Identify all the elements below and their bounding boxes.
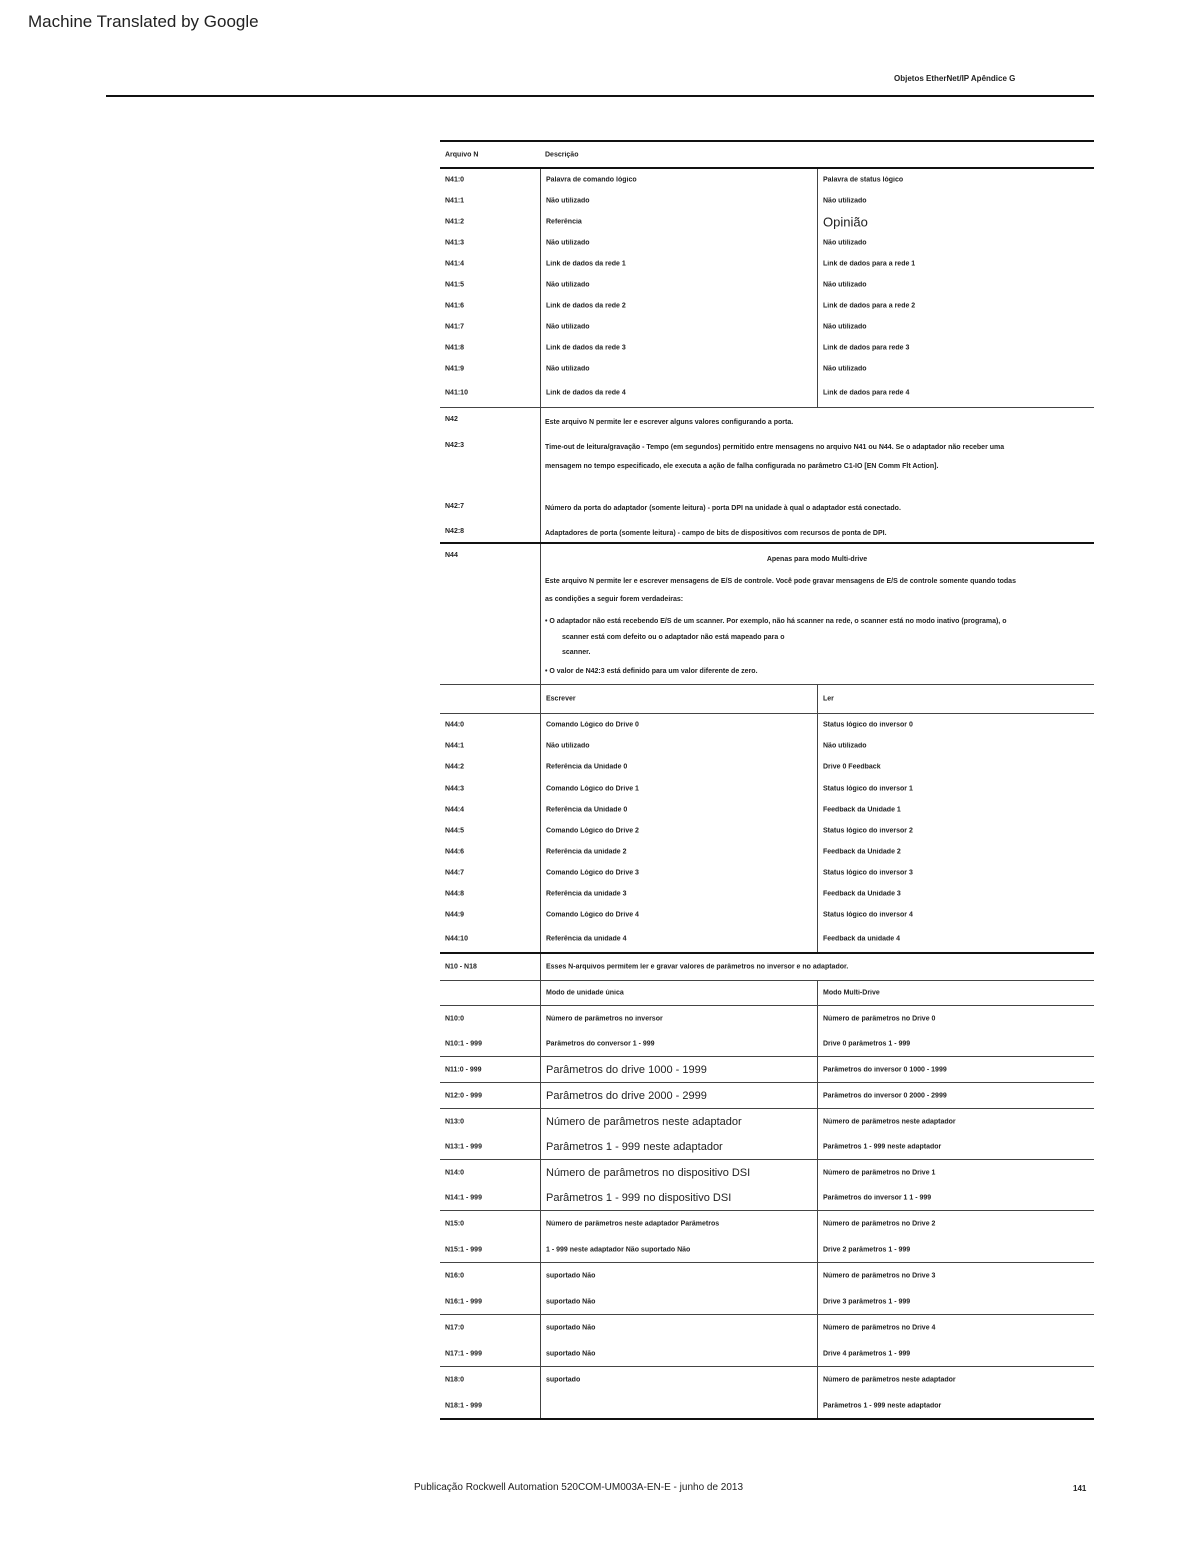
page-number: 141 xyxy=(1073,1484,1087,1493)
table-row xyxy=(440,884,1094,904)
table-row xyxy=(440,756,1094,778)
cell-a: Link de dados da rede 2 xyxy=(546,302,626,309)
file-id: N13:0 xyxy=(445,1118,465,1125)
file-id: N18:0 xyxy=(445,1376,465,1384)
cell-b: Palavra de status lógico xyxy=(823,176,904,183)
cell-a: Comando Lógico do Drive 1 xyxy=(546,785,639,793)
cell-b: Não utilizado xyxy=(823,742,867,750)
cell-b: Número de parâmetros neste adaptador xyxy=(823,1376,956,1384)
cell-b: Link de dados para a rede 1 xyxy=(823,260,916,267)
cell-a: Não utilizado xyxy=(546,323,590,330)
cell-b: Drive 4 parâmetros 1 - 999 xyxy=(823,1350,911,1357)
table-row xyxy=(440,1262,1094,1289)
file-id: N18:1 - 999 xyxy=(445,1402,482,1409)
cell-b: Parâmetros 1 - 999 neste adaptador xyxy=(823,1402,942,1409)
table-row xyxy=(440,862,1094,884)
table-row xyxy=(440,1108,1094,1134)
table-row xyxy=(440,1005,1094,1032)
table-row xyxy=(440,904,1094,926)
publication-footer: Publicação Rockwell Automation 520COM-UM003A-EN-E - junho de 2013 xyxy=(414,1482,744,1493)
column-header-single-drive: Modo de unidade única xyxy=(546,989,624,997)
file-id: N41:0 xyxy=(445,176,465,183)
cell-a: Referência da unidade 4 xyxy=(546,935,627,943)
file-id: N15:1 - 999 xyxy=(445,1246,482,1253)
cell-a: Número de parâmetros neste adaptador Parâmetros xyxy=(546,1220,720,1228)
n44-line5: scanner. xyxy=(562,649,591,656)
n44-line3: • O adaptador não está recebendo E/S de um scanner. Por exemplo, não há scanner na rede, o scanner está no modo inativo (programa), o xyxy=(545,618,1007,625)
cell-a: suportado xyxy=(546,1376,581,1384)
file-id: N16:0 xyxy=(445,1272,465,1280)
cell-a: suportado Não xyxy=(546,1324,596,1332)
cell-b: Status lógico do inversor 1 xyxy=(823,785,913,793)
cell-a: Link de dados da rede 1 xyxy=(546,260,626,267)
file-id: N14:0 xyxy=(445,1169,465,1176)
table-row xyxy=(440,295,1094,316)
cell-a: Não utilizado xyxy=(546,239,590,246)
column-header-multi-drive: Modo Multi-Drive xyxy=(823,989,880,997)
cell-a: Não utilizado xyxy=(546,742,590,750)
file-id: N42:8 xyxy=(445,528,465,535)
n44-subheader-row xyxy=(440,684,1094,713)
table-row xyxy=(440,190,1094,211)
file-id: N41:9 xyxy=(445,365,465,372)
file-id: N10:1 - 999 xyxy=(445,1040,482,1048)
n42-description: Este arquivo N permite ler e escrever alguns valores configurando a porta. xyxy=(545,419,794,426)
n42-row7-text: Número da porta do adaptador (somente leitura) - porta DPI na unidade à qual o adaptador está conectado. xyxy=(545,505,901,512)
cell-a: Palavra de comando lógico xyxy=(546,176,637,183)
cell-a: Não utilizado xyxy=(546,281,590,288)
table-row xyxy=(440,379,1094,407)
file-id: N41:6 xyxy=(445,302,465,309)
cell-a: Parâmetros do drive 1000 - 1999 xyxy=(546,1063,707,1076)
table-row xyxy=(440,274,1094,295)
cell-b: Feedback da Unidade 2 xyxy=(823,848,901,856)
table-row xyxy=(440,337,1094,358)
table-row xyxy=(440,232,1094,253)
cell-a: Não utilizado xyxy=(546,197,590,204)
header-rule xyxy=(106,95,1094,97)
cell-a: Parâmetros do conversor 1 - 999 xyxy=(546,1040,655,1048)
cell-b: Drive 2 parâmetros 1 - 999 xyxy=(823,1246,911,1253)
cell-a: suportado Não xyxy=(546,1298,596,1305)
cell-a: Referência xyxy=(546,218,582,225)
cell-a: Parâmetros do drive 2000 - 2999 xyxy=(546,1089,707,1102)
file-id: N41:2 xyxy=(445,218,465,225)
cell-a: Parâmetros 1 - 999 no dispositivo DSI xyxy=(546,1191,732,1204)
table-row xyxy=(440,842,1094,862)
file-id: N41:3 xyxy=(445,239,465,246)
cell-a: Comando Lógico do Drive 3 xyxy=(546,869,639,877)
n44-line6: • O valor de N42:3 está definido para um valor diferente de zero. xyxy=(545,668,758,675)
cell-b: Parâmetros do inversor 0 2000 - 2999 xyxy=(823,1092,947,1099)
n42-block xyxy=(440,407,1094,542)
n42-row3-line1: Time-out de leitura/gravação - Tempo (em segundos) permitido entre mensagens no arquivo N41 ou N44. Se o adaptador não receber uma xyxy=(545,444,1005,451)
cell-b: Status lógico do inversor 4 xyxy=(823,911,913,919)
cell-a: Referência da unidade 2 xyxy=(546,848,627,856)
table-row xyxy=(440,1237,1094,1262)
table-row xyxy=(440,736,1094,756)
table-row xyxy=(440,1185,1094,1210)
cell-b: Parâmetros do inversor 1 1 - 999 xyxy=(823,1194,932,1201)
file-id: N44:0 xyxy=(445,721,465,729)
cell-b: Número de parâmetros no Drive 4 xyxy=(823,1324,936,1332)
cell-b: Link de dados para a rede 2 xyxy=(823,302,916,309)
cell-a: Link de dados da rede 3 xyxy=(546,344,626,351)
table-row xyxy=(440,713,1094,736)
cell-a: Referência da Unidade 0 xyxy=(546,763,628,771)
file-id: N14:1 - 999 xyxy=(445,1194,482,1201)
cell-a: 1 - 999 neste adaptador Não suportado Não xyxy=(546,1246,691,1253)
file-id: N41:4 xyxy=(445,260,465,267)
file-id: N44 xyxy=(445,552,458,559)
cell-a: Número de parâmetros no inversor xyxy=(546,1015,663,1023)
cell-a: suportado Não xyxy=(546,1350,596,1357)
file-id: N44:7 xyxy=(445,869,465,877)
table-row xyxy=(440,1159,1094,1185)
cell-a: Link de dados da rede 4 xyxy=(546,389,626,397)
cell-a: suportado Não xyxy=(546,1272,596,1280)
column-header-description: Descrição xyxy=(545,151,579,158)
cell-b: Drive 3 parâmetros 1 - 999 xyxy=(823,1298,911,1305)
file-id: N44:8 xyxy=(445,890,465,898)
file-id: N44:10 xyxy=(445,935,468,943)
file-id: N42 xyxy=(445,416,458,423)
cell-b: Drive 0 parâmetros 1 - 999 xyxy=(823,1040,911,1048)
file-id: N44:1 xyxy=(445,742,465,750)
cell-b: Link de dados para rede 4 xyxy=(823,389,910,397)
cell-b: Não utilizado xyxy=(823,365,867,372)
file-id: N13:1 - 999 xyxy=(445,1143,482,1150)
cell-b: Drive 0 Feedback xyxy=(823,763,881,771)
cell-b: Opinião xyxy=(823,214,868,229)
n10-header-row xyxy=(440,952,1094,980)
table-row xyxy=(440,778,1094,800)
file-id: N44:9 xyxy=(445,911,465,919)
cell-b: Não utilizado xyxy=(823,197,867,204)
n42-row8-text: Adaptadores de porta (somente leitura) - campo de bits de dispositivos com recursos de ponta de DPI. xyxy=(545,530,887,537)
cell-b: Link de dados para rede 3 xyxy=(823,344,910,351)
cell-b: Feedback da Unidade 3 xyxy=(823,890,901,898)
cell-b: Parâmetros 1 - 999 neste adaptador xyxy=(823,1143,942,1150)
file-id: N15:0 xyxy=(445,1220,465,1228)
table-row xyxy=(440,1056,1094,1082)
table-row xyxy=(440,253,1094,274)
file-id: N10:0 xyxy=(445,1015,465,1023)
cell-b: Não utilizado xyxy=(823,323,867,330)
table-row xyxy=(440,316,1094,337)
cell-a: Parâmetros 1 - 999 neste adaptador xyxy=(546,1140,723,1153)
cell-b: Status lógico do inversor 2 xyxy=(823,827,913,835)
cell-b: Número de parâmetros neste adaptador xyxy=(823,1118,956,1125)
cell-b: Feedback da unidade 4 xyxy=(823,935,901,943)
file-id: N44:5 xyxy=(445,827,465,835)
file-id: N44:2 xyxy=(445,763,465,771)
column-header-write: Escrever xyxy=(546,695,576,703)
cell-a: Número de parâmetros no dispositivo DSI xyxy=(546,1166,751,1179)
cell-b: Número de parâmetros no Drive 3 xyxy=(823,1272,936,1280)
n44-line4: scanner está com defeito ou o adaptador não está mapeado para o xyxy=(562,634,785,641)
column-header-read: Ler xyxy=(823,695,834,703)
file-id: N44:6 xyxy=(445,848,465,856)
table-row xyxy=(440,1082,1094,1108)
machine-translation-banner: Machine Translated by Google xyxy=(28,12,259,31)
running-head: Objetos EtherNet/IP Apêndice G xyxy=(894,74,1016,83)
file-id: N41:7 xyxy=(445,323,465,330)
file-id: N44:3 xyxy=(445,785,465,793)
table-row xyxy=(440,1366,1094,1393)
cell-b: Não utilizado xyxy=(823,281,867,288)
file-id: N16:1 - 999 xyxy=(445,1298,482,1305)
file-id: N10 - N18 xyxy=(445,963,477,971)
column-header-file: Arquivo N xyxy=(445,151,479,158)
cell-a: Não utilizado xyxy=(546,365,590,372)
cell-b: Número de parâmetros no Drive 0 xyxy=(823,1015,936,1023)
table-row xyxy=(440,167,1094,190)
file-id: N42:7 xyxy=(445,503,465,510)
cell-b: Número de parâmetros no Drive 2 xyxy=(823,1220,936,1228)
table-row xyxy=(440,211,1094,232)
cell-b: Não utilizado xyxy=(823,239,867,246)
file-id: N11:0 - 999 xyxy=(445,1066,482,1073)
cell-b: Feedback da Unidade 1 xyxy=(823,806,901,814)
n44-line2: as condições a seguir forem verdadeiras: xyxy=(545,596,684,603)
file-id: N41:1 xyxy=(445,197,465,204)
table-row xyxy=(440,800,1094,820)
file-id: N12:0 - 999 xyxy=(445,1092,482,1099)
table-row xyxy=(440,1341,1094,1366)
file-id: N17:1 - 999 xyxy=(445,1350,482,1357)
cell-b: Parâmetros do inversor 0 1000 - 1999 xyxy=(823,1066,947,1073)
n42-row3-line2: mensagem no tempo especificado, ele executa a ação de falha configurada no parâmetro C1-IO [EN Comm Flt Action]. xyxy=(545,463,939,470)
file-id: N41:10 xyxy=(445,389,468,397)
cell-b: Número de parâmetros no Drive 1 xyxy=(823,1169,936,1176)
n44-line1: Este arquivo N permite ler e escrever mensagens de E/S de controle. Você pode gravar mensagens de E/S de controle somente quando todas xyxy=(545,578,1016,585)
table-row xyxy=(440,358,1094,379)
table-header-row xyxy=(440,140,1094,167)
cell-a: Número de parâmetros neste adaptador xyxy=(546,1115,742,1128)
file-id: N42:3 xyxy=(445,442,465,449)
n44-title: Apenas para modo Multi-drive xyxy=(766,556,868,563)
table-row xyxy=(440,820,1094,842)
n-file-table xyxy=(440,140,1094,1420)
table-row xyxy=(440,1134,1094,1159)
cell-a: Comando Lógico do Drive 4 xyxy=(546,911,639,919)
file-id: N17:0 xyxy=(445,1324,465,1332)
table-row xyxy=(440,1032,1094,1056)
cell-a: Comando Lógico do Drive 2 xyxy=(546,827,639,835)
n10-subheader-row xyxy=(440,980,1094,1005)
table-row xyxy=(440,1393,1094,1420)
table-row xyxy=(440,1314,1094,1341)
file-id: N41:5 xyxy=(445,281,465,288)
cell-b: Status lógico do inversor 3 xyxy=(823,869,913,877)
n44-block xyxy=(440,542,1094,684)
table-row xyxy=(440,926,1094,952)
file-id: N44:4 xyxy=(445,806,465,814)
cell-a: Referência da unidade 3 xyxy=(546,890,627,898)
n10-description: Esses N-arquivos permitem ler e gravar valores de parâmetros no inversor e no adaptador. xyxy=(546,963,849,971)
table-row xyxy=(440,1210,1094,1237)
cell-a: Referência da Unidade 0 xyxy=(546,806,628,814)
table-row xyxy=(440,1289,1094,1314)
file-id: N41:8 xyxy=(445,344,465,351)
cell-a: Comando Lógico do Drive 0 xyxy=(546,721,639,729)
cell-b: Status lógico do inversor 0 xyxy=(823,721,913,729)
